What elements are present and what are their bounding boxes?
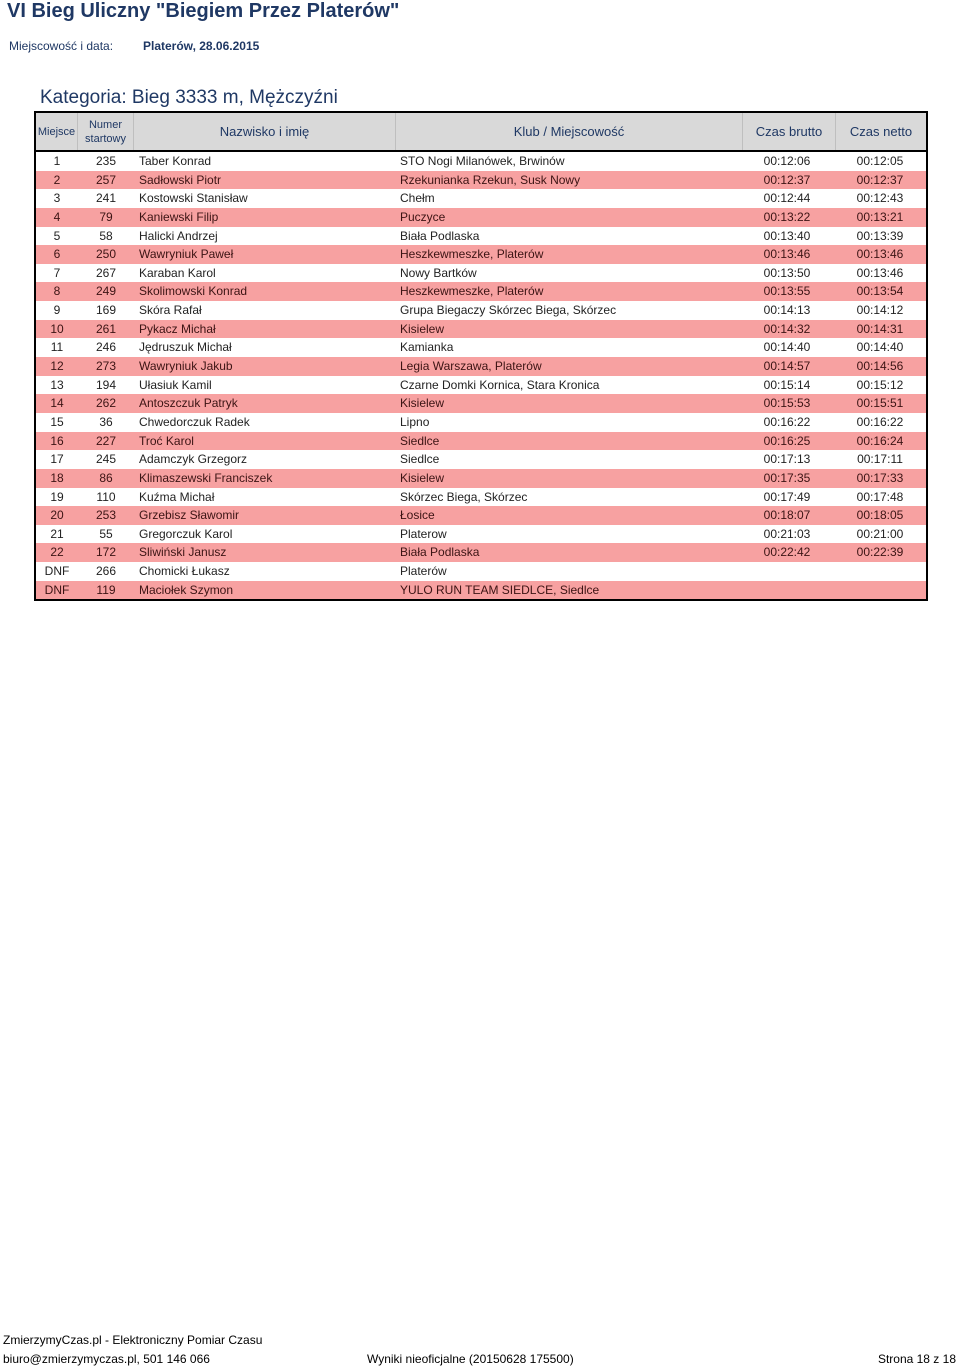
cell-gross: 00:17:35 <box>763 470 811 485</box>
table-row <box>36 543 926 562</box>
cell-gross: 00:16:22 <box>763 414 811 429</box>
cell-name: Halicki Andrzej <box>139 228 218 243</box>
cell-club: Czarne Domki Kornica, Stara Kronica <box>400 377 600 392</box>
table-row <box>36 581 926 600</box>
table-row <box>36 189 926 208</box>
cell-bib: 172 <box>95 545 117 560</box>
cell-place: 4 <box>53 209 61 224</box>
cell-club: Kisielew <box>400 470 445 485</box>
table-row <box>36 301 926 320</box>
cell-bib: 257 <box>95 172 117 187</box>
cell-bib: 241 <box>95 191 117 206</box>
cell-place: 18 <box>50 470 64 485</box>
cell-gross: 00:15:53 <box>763 396 811 411</box>
cell-place: 13 <box>50 377 64 392</box>
cell-place: 11 <box>50 340 64 355</box>
cell-bib: 253 <box>95 508 117 523</box>
cell-club: Heszkewmeszke, Platerów <box>400 284 544 299</box>
column-header-gross: Czas brutto <box>743 113 836 150</box>
cell-club: Chełm <box>400 191 435 206</box>
cell-bib: 36 <box>99 414 113 429</box>
cell-place: 5 <box>53 228 61 243</box>
column-header-net: Czas netto <box>849 124 913 139</box>
cell-name: Sadłowski Piotr <box>139 172 222 187</box>
cell-bib: 273 <box>95 359 117 374</box>
table-row <box>36 264 926 283</box>
location-value: Platerów, 28.06.2015 <box>143 39 260 53</box>
cell-bib: 194 <box>95 377 117 392</box>
cell-name: Grzebisz Sławomir <box>139 508 240 523</box>
cell-name: Klimaszewski Franciszek <box>139 470 273 485</box>
cell-gross: 00:16:25 <box>763 433 811 448</box>
cell-gross: 00:12:06 <box>763 154 811 168</box>
cell-club: Skórzec Biega, Skórzec <box>400 489 528 504</box>
cell-place: 6 <box>53 247 61 262</box>
cell-place: 1 <box>53 154 61 168</box>
cell-gross: 00:17:49 <box>763 489 811 504</box>
cell-bib: 261 <box>95 321 117 336</box>
cell-place: 12 <box>50 359 64 374</box>
table-row <box>36 376 926 395</box>
cell-net: 00:12:05 <box>856 154 904 168</box>
cell-club: Legia Warszawa, Platerów <box>400 359 542 374</box>
cell-net: 00:14:31 <box>856 321 904 336</box>
cell-club: Heszkewmeszke, Platerów <box>400 247 544 262</box>
table-row <box>36 245 926 264</box>
table-row <box>36 208 926 227</box>
cell-name: Kostowski Stanisław <box>139 191 248 206</box>
cell-net: 00:12:43 <box>856 191 904 206</box>
cell-net: 00:16:22 <box>856 414 904 429</box>
cell-club: STO Nogi Milanówek, Brwinów <box>400 154 565 168</box>
category-heading: Kategoria: Bieg 3333 m, Mężczyźni <box>40 87 338 108</box>
cell-place: 2 <box>53 172 61 187</box>
cell-gross: 00:14:13 <box>763 303 811 318</box>
cell-name: Sliwiński Janusz <box>139 545 227 560</box>
cell-club: Puczyce <box>400 209 446 224</box>
cell-net: 00:13:46 <box>856 247 904 262</box>
cell-bib: 86 <box>99 470 113 485</box>
column-header-name: Nazwisko i imię <box>134 113 396 150</box>
table-row <box>36 152 926 171</box>
cell-name: Kaniewski Filip <box>139 209 219 224</box>
cell-name: Wawryniuk Jakub <box>139 359 233 374</box>
cell-net: 00:14:12 <box>856 303 904 318</box>
cell-club: Biała Podlaska <box>400 545 480 560</box>
cell-club: Łosice <box>400 508 435 523</box>
cell-name: Chomicki Łukasz <box>139 564 230 579</box>
cell-gross: 00:13:50 <box>763 265 811 280</box>
cell-name: Gregorczuk Karol <box>139 526 233 541</box>
cell-place: 3 <box>53 191 61 206</box>
table-row <box>36 413 926 432</box>
results-table <box>34 111 928 601</box>
cell-place: DNF <box>44 582 70 597</box>
table-row <box>36 450 926 469</box>
cell-place: 9 <box>53 303 61 318</box>
cell-bib: 58 <box>99 228 113 243</box>
cell-club: Rzekunianka Rzekun, Susk Nowy <box>400 172 581 187</box>
cell-bib: 235 <box>95 154 117 168</box>
cell-bib: 119 <box>96 582 116 597</box>
footer-company: ZmierzymyCzas.pl - Elektroniczny Pomiar Czasu <box>3 1333 263 1347</box>
cell-gross: 00:21:03 <box>763 526 811 541</box>
cell-place: 14 <box>50 396 64 411</box>
cell-place: 22 <box>50 545 64 560</box>
cell-club: Lipno <box>400 414 430 429</box>
cell-net: 00:15:12 <box>856 377 904 392</box>
cell-net: 00:17:33 <box>856 470 904 485</box>
cell-gross: 00:13:40 <box>763 228 811 243</box>
table-row <box>36 432 926 451</box>
cell-place: 8 <box>53 284 61 299</box>
cell-name: Wawryniuk Paweł <box>139 247 234 262</box>
cell-gross: 00:22:42 <box>763 545 811 560</box>
cell-club: Platerów <box>400 564 447 579</box>
cell-place: 21 <box>50 526 64 541</box>
cell-name: Chwedorczuk Radek <box>139 414 250 429</box>
table-row <box>36 525 926 544</box>
cell-name: Kuźma Michał <box>139 489 215 504</box>
cell-name: Taber Konrad <box>139 154 212 168</box>
cell-club: Biała Podlaska <box>400 228 480 243</box>
cell-name: Troć Karol <box>139 433 194 448</box>
cell-bib: 245 <box>95 452 117 467</box>
cell-bib: 267 <box>95 265 117 280</box>
cell-place: 10 <box>50 321 64 336</box>
column-header-place: Miejsce <box>36 113 78 150</box>
cell-net: 00:16:24 <box>856 433 904 448</box>
cell-bib: 55 <box>99 526 113 541</box>
cell-place: 17 <box>50 452 64 467</box>
cell-name: Maciołek Szymon <box>139 582 234 597</box>
cell-gross: 00:14:32 <box>763 321 811 336</box>
table-row <box>36 171 926 190</box>
page-title: VI Bieg Uliczny "Biegiem Przez Platerów" <box>7 0 400 22</box>
cell-net: 00:14:40 <box>856 340 904 355</box>
cell-club: YULO RUN TEAM SIEDLCE, Siedlce <box>400 582 600 597</box>
cell-net: 00:12:37 <box>856 172 904 187</box>
cell-net: 00:15:51 <box>856 396 904 411</box>
cell-name: Jędruszuk Michał <box>139 340 232 355</box>
cell-net: 00:14:56 <box>856 359 904 374</box>
table-row <box>36 282 926 301</box>
column-header-bib-line2: startowy <box>85 132 126 145</box>
cell-net: 00:21:00 <box>856 526 904 541</box>
column-header-bib <box>78 113 134 150</box>
cell-bib: 169 <box>95 303 117 318</box>
cell-name: Ułasiuk Kamil <box>139 377 212 392</box>
table-row <box>36 562 926 581</box>
cell-bib: 227 <box>95 433 117 448</box>
cell-gross: 00:12:37 <box>763 172 811 187</box>
cell-net: 00:18:05 <box>856 508 904 523</box>
cell-club: Platerow <box>400 526 447 541</box>
table-row <box>36 357 926 376</box>
cell-gross: 00:18:07 <box>763 508 811 523</box>
cell-club: Kisielew <box>400 396 445 411</box>
cell-name: Antoszczuk Patryk <box>139 396 238 411</box>
cell-bib: 249 <box>95 284 117 299</box>
table-row <box>36 469 926 488</box>
cell-net: 00:13:54 <box>856 284 904 299</box>
cell-bib: 250 <box>95 247 117 262</box>
cell-club: Siedlce <box>400 452 440 467</box>
cell-net: 00:17:48 <box>856 489 904 504</box>
table-row <box>36 488 926 507</box>
cell-name: Karaban Karol <box>139 265 216 280</box>
cell-club: Kisielew <box>400 321 445 336</box>
cell-gross: 00:15:14 <box>763 377 811 392</box>
cell-gross: 00:12:44 <box>763 191 811 206</box>
cell-net: 00:13:21 <box>856 209 904 224</box>
cell-bib: 110 <box>96 489 116 504</box>
cell-place: 16 <box>50 433 64 448</box>
cell-net: 00:17:11 <box>857 452 903 467</box>
cell-club: Kamianka <box>400 340 454 355</box>
cell-place: 19 <box>50 489 64 504</box>
cell-place: DNF <box>44 564 70 579</box>
cell-name: Skóra Rafał <box>139 303 202 318</box>
cell-bib: 246 <box>95 340 117 355</box>
cell-net: 00:13:46 <box>856 265 904 280</box>
cell-club: Nowy Bartków <box>400 265 477 280</box>
cell-name: Adamczyk Grzegorz <box>139 452 248 467</box>
table-header <box>36 113 926 152</box>
table-body <box>36 152 926 599</box>
table-row <box>36 320 926 339</box>
cell-club: Siedlce <box>400 433 440 448</box>
table-row <box>36 338 926 357</box>
cell-place: 7 <box>53 265 61 280</box>
cell-bib: 266 <box>95 564 117 579</box>
cell-gross: 00:17:13 <box>763 452 811 467</box>
cell-place: 15 <box>50 414 64 429</box>
cell-club: Grupa Biegaczy Skórzec Biega, Skórzec <box>400 303 617 318</box>
cell-bib: 262 <box>95 396 117 411</box>
cell-name: Pykacz Michał <box>139 321 216 336</box>
column-header-bib-line1: Numer <box>88 118 122 131</box>
cell-gross: 00:13:55 <box>763 284 811 299</box>
cell-gross: 00:14:40 <box>763 340 811 355</box>
cell-bib: 79 <box>99 209 113 224</box>
cell-net: 00:13:39 <box>856 228 904 243</box>
table-row <box>36 506 926 525</box>
footer-status: Wyniki nieoficjalne (20150628 175500) <box>367 1352 574 1366</box>
table-row <box>36 227 926 246</box>
cell-place: 20 <box>50 508 64 523</box>
cell-gross: 00:13:46 <box>763 247 811 262</box>
column-header-club: Klub / Miejscowość <box>396 113 743 150</box>
footer-page-number: Strona 18 z 18 <box>877 1352 956 1366</box>
location-label: Miejscowość i data: <box>9 39 114 53</box>
footer-contact: biuro@zmierzymyczas.pl, 501 146 066 <box>3 1352 210 1366</box>
cell-name: Skolimowski Konrad <box>139 284 248 299</box>
cell-gross: 00:13:22 <box>763 209 811 224</box>
cell-net: 00:22:39 <box>856 545 904 560</box>
table-row <box>36 394 926 413</box>
cell-gross: 00:14:57 <box>763 359 811 374</box>
